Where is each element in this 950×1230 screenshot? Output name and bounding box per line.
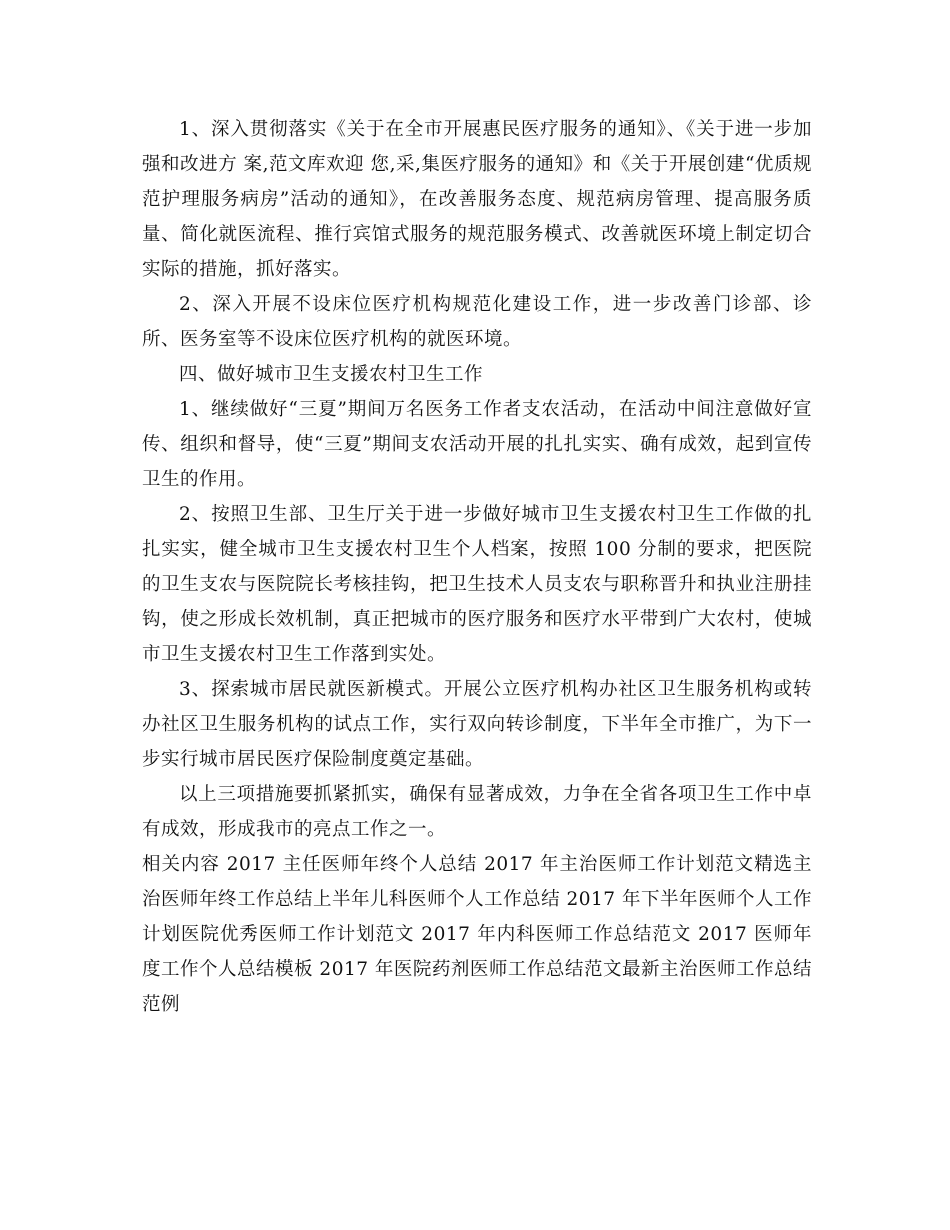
paragraph-item-4: 2、按照卫生部、卫生厅关于进一步做好城市卫生支援农村卫生工作做的扎扎实实，健全城市卫生支援农村卫生个人档案，按照 100 分制的要求，把医院的卫生支农与医院院长考核挂钩，把卫生技术人员支农与职称晋升和执业注册挂钩，使之形成长效机制，真正把城市的医疗服务和医疗水平带到广大农村，使城市卫生支援农村卫生工作落到实处。 [142, 504, 812, 665]
paragraph-item-1: 1、深入贯彻落实《关于在全市开展惠民医疗服务的通知》、《关于进一步加强和改进方 案,范文库欢迎 您,采,集医疗服务的通知》和《关于开展创建“优质规范护理服务病房”活动的通知》，在改善服务态度、规范病房管理、提高服务质量、简化就医流程、推行宾馆式服务的规范服务模式、改善就医环境上制定切合实际的措施，抓好落实。 [142, 119, 812, 280]
paragraph-item-3: 1、继续做好“三夏”期间万名医务工作者支农活动，在活动中间注意做好宣传、组织和督导，使“三夏”期间支农活动开展的扎扎实实、确有成效，起到宣传卫生的作用。 [142, 399, 812, 490]
closing-paragraph: 以上三项措施要抓紧抓实，确保有显著成效，力争在全省各项卫生工作中卓有成效，形成我市的亮点工作之一。 [142, 784, 812, 840]
document-body [142, 112, 812, 1022]
paragraph-item-5: 3、探索城市居民就医新模式。开展公立医疗机构办社区卫生服务机构或转办社区卫生服务机构的试点工作，实行双向转诊制度，下半年全市推广，为下一步实行城市居民医疗保险制度奠定基础。 [142, 679, 812, 770]
related-content: 相关内容 2017 主任医师年终个人总结 2017 年主治医师工作计划范文精选主治医师年终工作总结上半年儿科医师个人工作总结 2017 年下半年医师个人工作计划医院优秀医师工作计划范文 2017 年内科医师工作总结范文 2017 医师年度工作个人总结模板 2017 年医院药剂医师工作总结范文最新主治医师工作总结范例 [142, 854, 812, 1015]
paragraph-item-2: 2、深入开展不设床位医疗机构规范化建设工作，进一步改善门诊部、诊所、医务室等不设床位医疗机构的就医环境。 [142, 294, 812, 350]
section-heading: 四、做好城市卫生支援农村卫生工作 [179, 364, 484, 385]
